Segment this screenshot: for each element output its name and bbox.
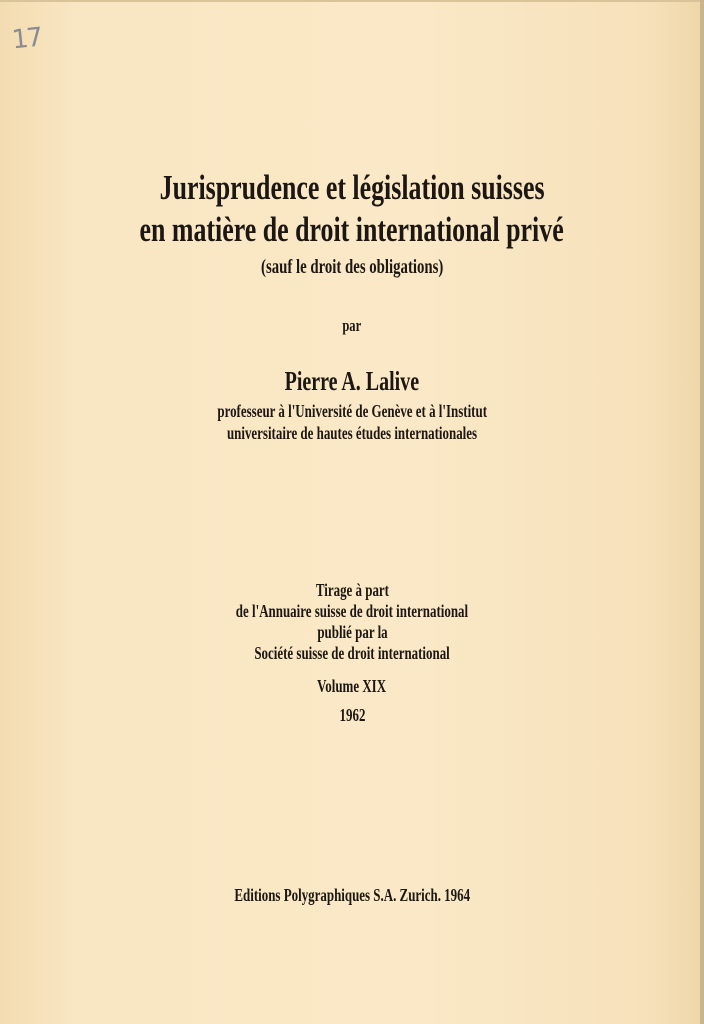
title-line-1	[0, 168, 704, 208]
volume-year-text: 1962	[339, 705, 365, 725]
by-label	[0, 316, 704, 336]
offprint-line-2	[0, 601, 704, 622]
volume-year	[0, 705, 704, 726]
offprint-line-3	[0, 622, 704, 643]
subtitle-text: (sauf le droit des obligations)	[260, 256, 444, 278]
subtitle	[0, 256, 704, 279]
offprint-line-2-text: de l'Annuaire suisse de droit international	[235, 601, 469, 621]
page-top-edge	[0, 0, 704, 2]
title-line-2	[0, 210, 704, 250]
author-affiliation-line-1-text: professeur à l'Université de Genève et à l'Institut	[217, 401, 487, 421]
publisher-line-text: Editions Polygraphiques S.A. Zurich. 1964	[234, 885, 470, 905]
author-name-text: Pierre A. Lalive	[284, 366, 420, 396]
handwritten-annotation: 17	[10, 22, 43, 56]
title-line-1-text: Jurisprudence et législation suisses	[159, 168, 545, 207]
offprint-line-4	[0, 643, 704, 664]
author-affiliation-line-2	[0, 423, 704, 444]
offprint-line-1-text: Tirage à part	[315, 580, 389, 600]
volume-label-text: Volume XIX	[317, 676, 387, 696]
offprint-line-3-text: publié par la	[316, 622, 388, 642]
by-label-text: par	[342, 316, 362, 335]
volume-label	[0, 676, 704, 697]
author-affiliation-line-1	[0, 401, 704, 422]
author-affiliation-line-2-text: universitaire de hautes études internationales	[226, 423, 478, 443]
page-right-edge	[700, 0, 704, 1024]
offprint-line-4-text: Société suisse de droit international	[254, 643, 450, 663]
author-name	[0, 366, 704, 397]
publisher-line	[0, 885, 704, 906]
title-line-2-text: en matière de droit international privé	[139, 210, 565, 249]
offprint-line-1	[0, 580, 704, 601]
